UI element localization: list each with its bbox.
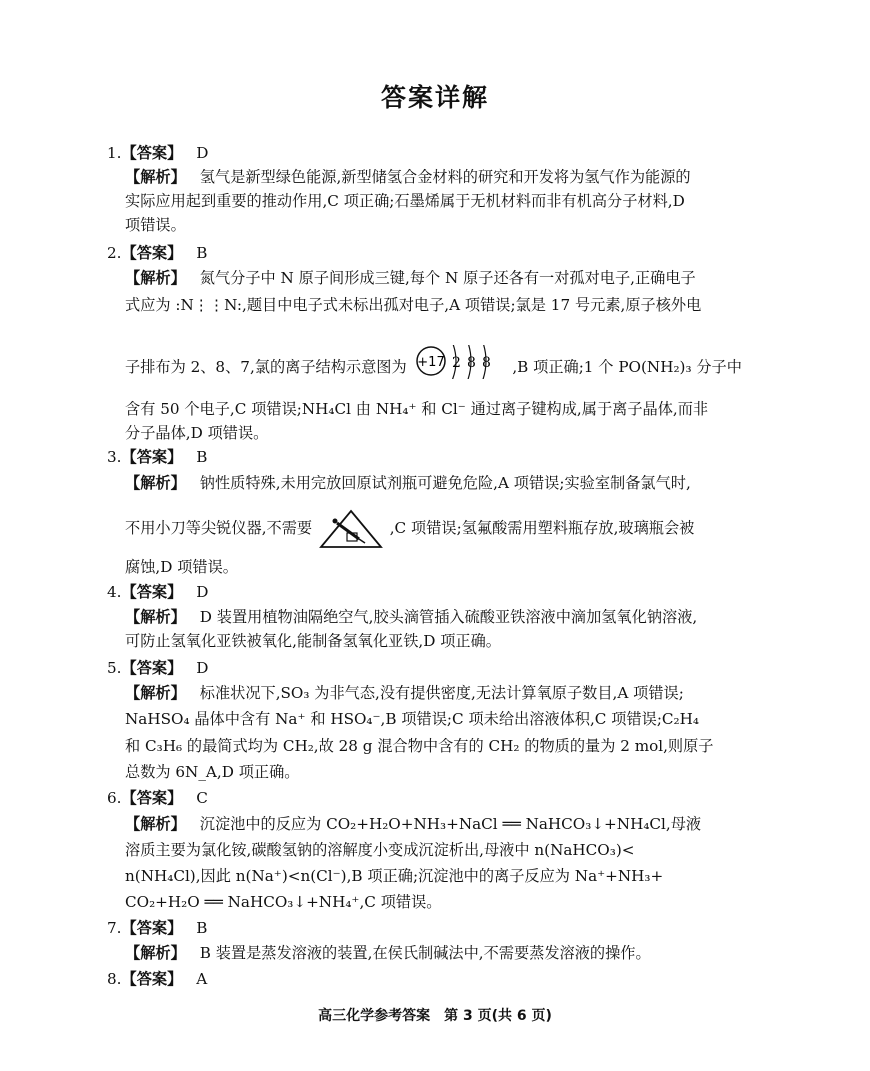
q4-answer: D: [196, 583, 209, 601]
q2-answer-line: 2.【答案】 B: [107, 244, 208, 262]
q1-answer-line: [107, 142, 747, 164]
q1-number: 1.: [107, 144, 122, 162]
q5-answer: D: [196, 659, 209, 677]
q3-analysis-line-3: 腐蚀,D 项错误。: [125, 558, 238, 576]
q4-analysis-line-1: 【解析】 D 装置用植物油隔绝空气,胶头滴管插入硫酸亚铁溶液中滴加氢氧化钠溶液,: [125, 608, 698, 626]
analysis-label: 【解析】: [125, 168, 186, 186]
q2-analysis-line-4: 含有 50 个电子,C 项错误;NH₄Cl 由 NH₄⁺ 和 Cl⁻ 通过离子键构成,属于离子晶体,而非: [125, 400, 709, 418]
q1-answer: D: [196, 144, 209, 162]
answer-label: 【答案】: [121, 144, 183, 162]
q2-answer: B: [196, 244, 208, 262]
q3-analysis-line-1: 【解析】 钠性质特殊,未用完放回原试剂瓶可避免危险,A 项错误;实验室制备氯气时,: [125, 474, 691, 492]
q6-analysis-line-4: CO₂+H₂O ══ NaHCO₃↓+NH₄⁺,C 项错误。: [125, 893, 442, 911]
q6-answer-line: 6.【答案】 C: [107, 789, 208, 807]
chloride-ion-structure-diagram: [413, 345, 505, 379]
q5-answer-line: 5.【答案】 D: [107, 659, 209, 677]
q7-answer-line: 7.【答案】 B: [107, 919, 208, 937]
shell-2-count: 8: [467, 355, 477, 371]
q1-analysis-line-3: 项错误。: [125, 216, 186, 234]
q8-answer-line: 8.【答案】 A: [107, 970, 208, 988]
q5-analysis-line-1: 【解析】 标准状况下,SO₃ 为非气态,没有提供密度,无法计算氧原子数目,A 项错误;: [125, 684, 684, 702]
q5-analysis-line-2: NaHSO₄ 晶体中含有 Na⁺ 和 HSO₄⁻,B 项错误;C 项未给出溶液体积,C 项错误;C₂H₄: [125, 710, 699, 728]
q4-analysis-line-2: 可防止氢氧化亚铁被氧化,能制备氢氧化亚铁,D 项正确。: [125, 632, 501, 650]
sharp-object-warning-icon: [319, 509, 383, 548]
q2-analysis-line-5: 分子晶体,D 项错误。: [125, 424, 269, 442]
q5-analysis-line-3: 和 C₃H₆ 的最简式均为 CH₂,故 28 g 混合物中含有的 CH₂ 的物质的量为 2 mol,则原子: [125, 737, 714, 755]
q1-analysis-line-2: 实际应用起到重要的推动作用,C 项正确;石墨烯属于无机材料而非有机高分子材料,D: [125, 192, 685, 210]
q4-answer-line: 4.【答案】 D: [107, 583, 209, 601]
q6-answer: C: [196, 789, 208, 807]
q5-analysis-line-4: 总数为 6N_A,D 项正确。: [125, 763, 300, 781]
q7-analysis-line-1: 【解析】 B 装置是蒸发溶液的装置,在侯氏制碱法中,不需要蒸发溶液的操作。: [125, 944, 651, 962]
q3-answer: B: [196, 448, 208, 466]
shell-3-count: 8: [482, 355, 492, 371]
shell-1-count: 2: [452, 355, 462, 371]
nucleus-charge: +17: [417, 355, 446, 370]
q7-answer: B: [196, 919, 208, 937]
q2-analysis-line-1: 【解析】 氮气分子中 N 原子间形成三键,每个 N 原子还各有一对孤对电子,正确电子: [125, 269, 696, 287]
q6-analysis-line-3: n(NH₄Cl),因此 n(Na⁺)<n(Cl⁻),B 项正确;沉淀池中的离子反应为 Na⁺+NH₃+: [125, 867, 664, 885]
q3-answer-line: 3.【答案】 B: [107, 448, 208, 466]
q2-analysis-line-3: 子排布为 2、8、7,氯的离子结构示意图为 +17 2 8 8 ,B 项正确;1 个 PO(NH₂)₃ 分子中: [125, 345, 765, 379]
page-title: 答案详解: [380, 83, 489, 112]
q3-analysis-line-2: 不用小刀等尖锐仪器,不需要 ,C 项错误;氢氟酸需用塑料瓶存放,玻璃瓶会被: [125, 508, 765, 548]
q8-answer: A: [196, 970, 208, 988]
q1-analysis-line-1: 【解析】 氢气是新型绿色能源,新型储氢合金材料的研究和开发将为氢气作为能源的: [125, 168, 691, 186]
q6-analysis-line-1: 【解析】 沉淀池中的反应为 CO₂+H₂O+NH₃+NaCl ══ NaHCO₃↓+NH₄Cl,母液: [125, 815, 702, 833]
page-footer: 高三化学参考答案 第 3 页(共 6 页): [318, 1008, 552, 1024]
q2-analysis-line-2: 式应为 :N⋮⋮N:,题目中电子式未标出孤对电子,A 项错误;氯是 17 号元素,原子核外电: [125, 296, 702, 314]
q6-analysis-line-2: 溶质主要为氯化铵,碳酸氢钠的溶解度小变成沉淀析出,母液中 n(NaHCO₃)<: [125, 841, 635, 859]
